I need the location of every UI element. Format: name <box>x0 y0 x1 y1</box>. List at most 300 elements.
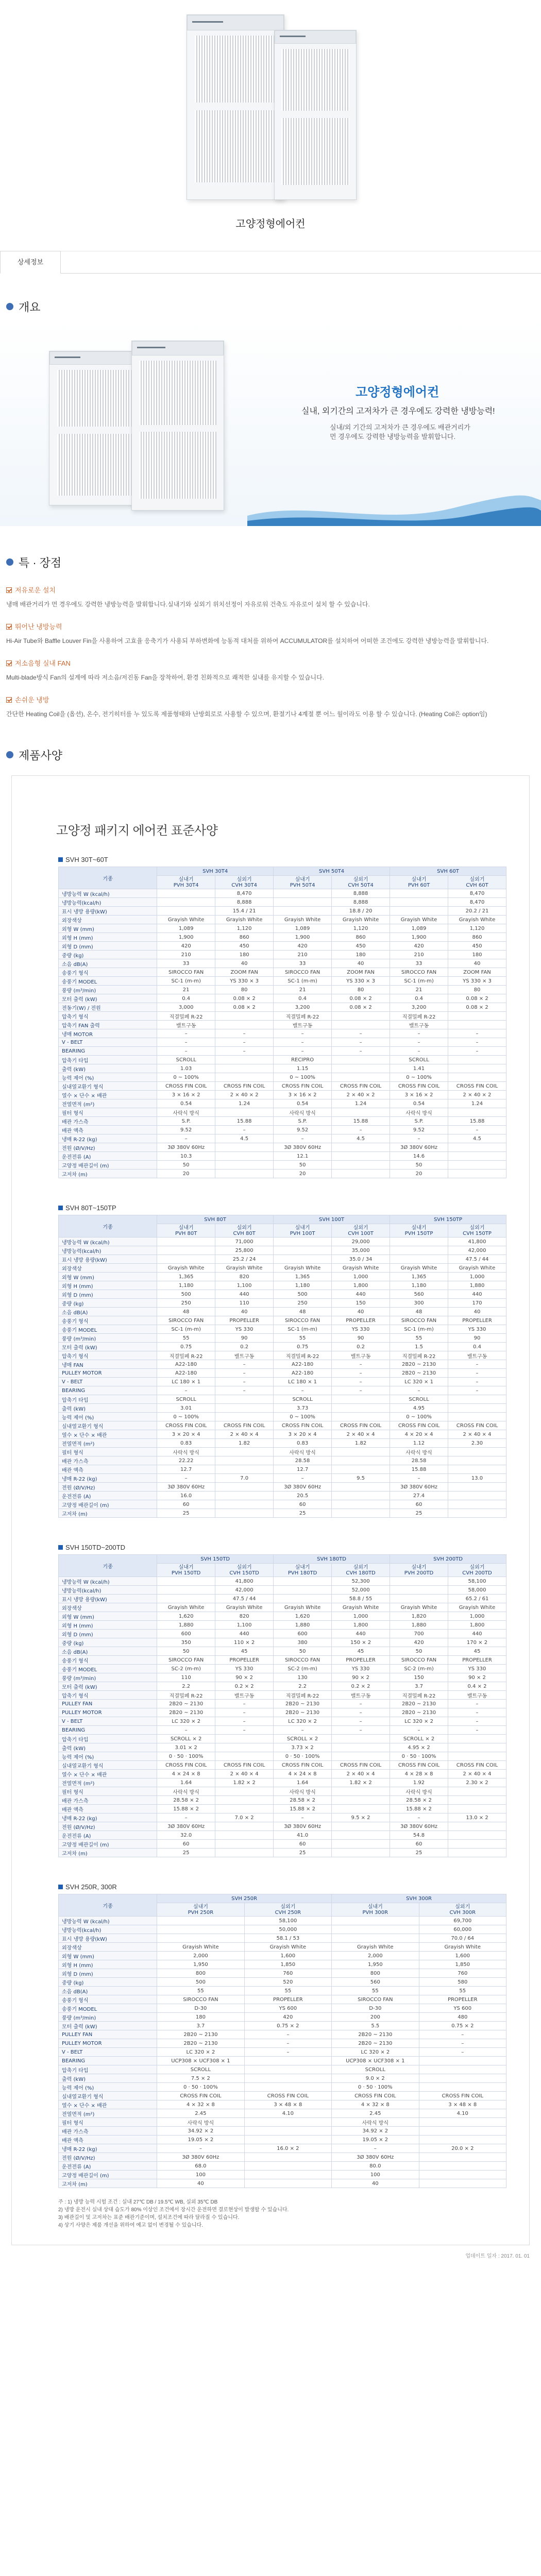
spec-row <box>59 1439 506 1448</box>
spec-cell: – <box>215 1700 274 1708</box>
spec-row <box>59 1099 506 1108</box>
spec-heading-text: 제품사양 <box>19 749 63 762</box>
spec-row-label: 모터 출력 (kW) <box>59 994 157 1003</box>
spec-cell: 3 × 48 × 8 <box>419 2100 506 2109</box>
spec-cell: 55 <box>419 1987 506 1995</box>
spec-row <box>59 1143 506 1152</box>
square-bullet-icon <box>58 1885 63 1889</box>
spec-cell: 180 <box>215 951 274 959</box>
spec-cell: 69,700 <box>419 1917 506 1925</box>
spec-cell: 50 <box>274 1647 332 1656</box>
spec-cell: 1.64 <box>157 1778 215 1787</box>
spec-cell: SCROLL <box>157 1395 215 1404</box>
spec-cell: 1,365 <box>390 1273 448 1281</box>
spec-row <box>59 2057 506 2065</box>
spec-cell: 3Ø 380V 60Hz <box>274 1483 332 1492</box>
spec-cell <box>448 1743 506 1752</box>
spec-cell: Grayish White <box>215 916 274 924</box>
spec-cell: 80 <box>215 986 274 994</box>
spec-row <box>59 2136 506 2144</box>
check-icon <box>6 587 12 593</box>
spec-cell: – <box>448 1726 506 1735</box>
spec-cell <box>332 1021 390 1029</box>
spec-cell: PROPELLER <box>448 1656 506 1665</box>
spec-header-cell: SVH 60T <box>390 867 506 876</box>
spec-cell: 28.58 <box>274 1456 332 1465</box>
spec-row <box>59 959 506 968</box>
spec-cell: 밸트구동 <box>448 1351 506 1360</box>
spec-row <box>59 1413 506 1421</box>
spec-cell: 32.0 <box>157 1831 215 1840</box>
spec-cell: 45 <box>215 1647 274 1656</box>
spec-cell: – <box>332 1708 390 1717</box>
spec-subheader-cell: 실내기 PVH 80T <box>157 1224 215 1238</box>
spec-row-label: 냉방능력 W (kcal/h) <box>59 889 157 898</box>
spec-row-label: 배관 액측 <box>59 1465 157 1474</box>
spec-cell: 0 · 50 · 100% <box>274 1752 332 1761</box>
spec-cell: 450 <box>448 942 506 951</box>
spec-cell: 48 <box>157 1308 215 1316</box>
spec-cell: – <box>448 1360 506 1369</box>
spec-row <box>59 1316 506 1325</box>
spec-cell: 15.88 × 2 <box>274 1805 332 1814</box>
spec-cell: 80 <box>448 986 506 994</box>
spec-row-label: 운전전류 (A) <box>59 1152 157 1161</box>
spec-cell: 15.88 <box>332 1117 390 1126</box>
spec-cell: Grayish White <box>274 1264 332 1273</box>
spec-cell: 직결밀폐 R-22 <box>390 1351 448 1360</box>
spec-cell: 16.0 × 2 <box>244 2144 331 2153</box>
spec-row <box>59 1334 506 1343</box>
spec-cell: 48 <box>274 1308 332 1316</box>
spec-cell: PROPELLER <box>215 1316 274 1325</box>
spec-row <box>59 1255 506 1264</box>
spec-cell: CROSS FIN COIL <box>448 1761 506 1770</box>
spec-cell: 200 <box>332 2013 419 2022</box>
spec-row <box>59 1047 506 1056</box>
spec-subheader-cell: 실외기 CVH 150TP <box>448 1224 506 1238</box>
spec-cell: 20 <box>274 1170 332 1178</box>
spec-cell: – <box>390 1474 448 1483</box>
spec-row <box>59 1700 506 1708</box>
spec-header-row <box>59 1555 506 1564</box>
spec-row <box>59 1395 506 1404</box>
spec-cell: YS 330 <box>332 1325 390 1334</box>
spec-cell: 58,100 <box>448 1577 506 1586</box>
spec-row-label: 배관 액측 <box>59 1805 157 1814</box>
spec-row <box>59 933 506 942</box>
spec-row-label: 압축기 형식 <box>59 1351 157 1360</box>
spec-cell: SC-1 (m-m) <box>274 977 332 986</box>
spec-cell: 21 <box>157 986 215 994</box>
spec-cell: 130 <box>274 1673 332 1682</box>
spec-cell <box>419 2065 506 2074</box>
spec-cell <box>244 2074 331 2083</box>
spec-cell <box>332 1735 390 1743</box>
spec-cell: CROSS FIN COIL <box>244 2092 331 2100</box>
spec-cell: 55 <box>274 1334 332 1343</box>
banner-bullets <box>330 423 484 442</box>
spec-cell: 1,180 <box>274 1281 332 1290</box>
spec-heading <box>0 744 541 765</box>
spec-cell: 1.82 <box>332 1439 390 1448</box>
spec-cell: YS 600 <box>419 2004 506 2013</box>
spec-cell: 4.10 <box>419 2109 506 2118</box>
spec-cell: 20 <box>390 1170 448 1178</box>
spec-cell <box>448 1796 506 1805</box>
spec-cell <box>390 1595 448 1603</box>
spec-cell: – <box>390 1029 448 1038</box>
spec-cell: A22-180 <box>157 1369 215 1378</box>
spec-row <box>59 1814 506 1822</box>
spec-cell: 58.8 / 55 <box>332 1595 390 1603</box>
spec-cell: CROSS FIN COIL <box>448 1082 506 1091</box>
spec-row <box>59 1934 506 1943</box>
spec-cell: 1.82 × 2 <box>332 1778 390 1787</box>
spec-cell: 1.24 <box>448 1099 506 1108</box>
spec-cell: YS 600 <box>244 2004 331 2013</box>
spec-row <box>59 1273 506 1281</box>
spec-cell: 1.03 <box>157 1064 215 1073</box>
spec-cell: 직결밀폐 R-22 <box>157 1691 215 1700</box>
spec-cell: Grayish White <box>157 1264 215 1273</box>
spec-row-label: 송풍기 형식 <box>59 1995 157 2004</box>
spec-cell: 2.30 × 2 <box>448 1778 506 1787</box>
spec-cell: 50 <box>157 1647 215 1656</box>
spec-cell <box>332 1934 419 1943</box>
spec-row-label: 송풍기 MODEL <box>59 1325 157 1334</box>
spec-cell: 60 <box>390 1500 448 1509</box>
spec-subheader-cell: 실내기 PVH 100T <box>274 1224 332 1238</box>
spec-cell <box>419 2153 506 2162</box>
spec-subheader-cell: 실외기 CVH 50T4 <box>332 876 390 889</box>
spec-cell <box>419 2057 506 2065</box>
spec-cell: 직결밀폐 R-22 <box>274 1691 332 1700</box>
spec-row-label: PULLEY MOTOR <box>59 1369 157 1378</box>
spec-cell: – <box>448 1038 506 1047</box>
decorative-wave <box>247 480 541 526</box>
spec-cell <box>332 1743 390 1752</box>
spec-cell: Grayish White <box>419 1943 506 1952</box>
spec-cell: SC-1 (m-m) <box>390 977 448 986</box>
spec-cell <box>157 889 215 898</box>
spec-cell <box>332 1492 390 1500</box>
spec-cell <box>448 1056 506 1064</box>
spec-row <box>59 898 506 907</box>
spec-cell: 1,620 <box>274 1612 332 1621</box>
section-dot-icon <box>6 558 13 566</box>
spec-cell: YS 330 <box>215 1665 274 1673</box>
spec-cell: 2 × 40 × 4 <box>215 1770 274 1778</box>
spec-row-label: 실내열교환기 형식 <box>59 1761 157 1770</box>
spec-cell <box>332 1161 390 1170</box>
spec-cell: A22-180 <box>274 1369 332 1378</box>
spec-row <box>59 1465 506 1474</box>
spec-cell: 3,000 <box>157 1003 215 1012</box>
spec-row-label: 배관 가스측 <box>59 1117 157 1126</box>
spec-cell <box>244 2065 331 2074</box>
spec-cell <box>215 1021 274 1029</box>
spec-cell: 2 × 40 × 2 <box>215 1091 274 1099</box>
spec-cell: 150 × 2 <box>332 1638 390 1647</box>
spec-cell: 1.41 <box>390 1064 448 1073</box>
spec-cell: – <box>332 1726 390 1735</box>
spec-cell: 1.82 <box>215 1439 274 1448</box>
feature-title: 손쉬운 냉방 <box>6 694 535 704</box>
spec-cell: 500 <box>157 1978 244 1987</box>
spec-row <box>59 1840 506 1849</box>
spec-row-label: 압축기 FAN 출력 <box>59 1021 157 1029</box>
spec-row <box>59 2171 506 2179</box>
spec-cell <box>215 1073 274 1082</box>
spec-row <box>59 2083 506 2092</box>
spec-cell: YS 330 × 3 <box>332 977 390 986</box>
spec-cell: – <box>157 2144 244 2153</box>
spec-cell: 1,089 <box>390 924 448 933</box>
spec-row-label: 송풍기 형식 <box>59 1316 157 1325</box>
banner-bullet: 실내/외 기간의 고저차가 큰 경우에도 배관거리가 <box>330 423 470 431</box>
spec-cell: 1.24 <box>215 1099 274 1108</box>
spec-cell: CROSS FIN COIL <box>332 2092 419 2100</box>
spec-cell: 사락식 방식 <box>390 1448 448 1456</box>
spec-cell: – <box>274 1047 332 1056</box>
spec-cell: 33 <box>157 959 215 968</box>
spec-row-label: 중량 (kg) <box>59 951 157 959</box>
spec-cell: 밸트구동 <box>274 1021 332 1029</box>
spec-cell <box>332 1500 390 1509</box>
spec-cell: 420 <box>390 1638 448 1647</box>
spec-row <box>59 2013 506 2022</box>
spec-cell: 1,950 <box>157 1960 244 1969</box>
spec-row-label: 능력 제어 (%) <box>59 1073 157 1082</box>
spec-cell: 47.5 / 44 <box>215 1595 274 1603</box>
spec-cell: 사락식 방식 <box>390 1787 448 1796</box>
spec-cell: 50 <box>274 1161 332 1170</box>
spec-cell: Grayish White <box>274 916 332 924</box>
spec-cell: 100 <box>157 2171 244 2179</box>
spec-row <box>59 1378 506 1386</box>
spec-cell: SIROCCO FAN <box>390 1656 448 1665</box>
spec-cell: 3,200 <box>390 1003 448 1012</box>
banner-subtitle: 실내, 외기간의 고저차가 큰 경우에도 강력한 냉방능력! <box>301 407 495 416</box>
spec-row-label: 소음 dB(A) <box>59 1987 157 1995</box>
spec-cell: 밸트구동 <box>215 1351 274 1360</box>
spec-cell <box>215 1805 274 1814</box>
spec-cell <box>215 1108 274 1117</box>
spec-row <box>59 1264 506 1273</box>
spec-row-label: 압축기 타입 <box>59 2065 157 2074</box>
spec-cell: 0.54 <box>390 1099 448 1108</box>
spec-cell <box>274 1238 332 1246</box>
spec-cell: 420 <box>274 942 332 951</box>
spec-cell: SCROLL × 2 <box>157 1735 215 1743</box>
spec-row <box>59 916 506 924</box>
features-list <box>0 585 541 719</box>
spec-cell: 40 <box>332 2179 419 2188</box>
spec-header-cell: SVH 300R <box>332 1894 506 1903</box>
spec-row <box>59 1647 506 1656</box>
spec-table-block <box>58 1883 506 2188</box>
spec-cell: 33 <box>274 959 332 968</box>
spec-cell: 41,800 <box>215 1577 274 1586</box>
spec-cell: 3Ø 380V 60Hz <box>274 1143 332 1152</box>
spec-cell <box>448 1448 506 1456</box>
spec-subheader-cell: 실내기 PVH 200TD <box>390 1564 448 1577</box>
spec-cell: LC 320 × 2 <box>157 1717 215 1726</box>
tab-detail-info[interactable]: 상세정보 <box>0 251 61 274</box>
spec-row-label: 외장색상 <box>59 1943 157 1952</box>
spec-row-label: 외형 W (mm) <box>59 1612 157 1621</box>
spec-cell <box>332 1822 390 1831</box>
spec-cell: 250 <box>274 1299 332 1308</box>
spec-header-row <box>59 1215 506 1224</box>
spec-cell <box>448 1404 506 1413</box>
check-icon <box>6 697 12 703</box>
spec-cell: 0.2 × 2 <box>215 1682 274 1691</box>
spec-cell: 1,000 <box>332 1612 390 1621</box>
spec-subheader-cell: 실내기 PVH 60T <box>390 876 448 889</box>
spec-row-label: 능력 제어 (%) <box>59 1413 157 1421</box>
update-date: 업데이트 일자 : 2017. 01. 01 <box>465 2253 530 2259</box>
spec-cell: CROSS FIN COIL <box>332 1761 390 1770</box>
spec-cell: 34.92 × 2 <box>157 2127 244 2136</box>
spec-cell <box>448 1509 506 1518</box>
spec-row-label: 소음 dB(A) <box>59 1647 157 1656</box>
spec-cell <box>419 2162 506 2171</box>
spec-cell: 25 <box>390 1849 448 1857</box>
spec-cell: CROSS FIN COIL <box>390 1761 448 1770</box>
spec-row <box>59 1281 506 1290</box>
spec-cell <box>215 1743 274 1752</box>
spec-cell <box>448 1500 506 1509</box>
spec-cell: 440 <box>215 1630 274 1638</box>
spec-row <box>59 2118 506 2127</box>
spec-cell: 9.0 × 2 <box>332 2074 419 2083</box>
spec-row <box>59 942 506 951</box>
spec-cell: 밸트구동 <box>332 1351 390 1360</box>
spec-cell: PROPELLER <box>244 1995 331 2004</box>
spec-cell: – <box>215 1360 274 1369</box>
spec-row <box>59 1577 506 1586</box>
spec-cell: 55 <box>390 1334 448 1343</box>
spec-row-label: 외형 H (mm) <box>59 933 157 942</box>
spec-row <box>59 1117 506 1126</box>
spec-cell <box>157 1934 244 1943</box>
spec-cell: 90 × 2 <box>215 1673 274 1682</box>
spec-cell: 1.92 <box>390 1778 448 1787</box>
spec-row-label: 중량 (kg) <box>59 1978 157 1987</box>
spec-row-label: 전원 (Ø/V/Hz) <box>59 1483 157 1492</box>
spec-cell <box>157 1255 215 1264</box>
spec-row <box>59 1603 506 1612</box>
spec-cell <box>448 1787 506 1796</box>
spec-cell: – <box>448 1378 506 1386</box>
spec-cell: 0.83 <box>157 1439 215 1448</box>
spec-cell: 사락식 방식 <box>157 1787 215 1796</box>
spec-cell: 3.7 <box>390 1682 448 1691</box>
spec-row <box>59 1308 506 1316</box>
spec-cell: 2 × 40 × 4 <box>448 1430 506 1439</box>
spec-cell <box>215 1012 274 1021</box>
tab-bar <box>0 251 541 274</box>
spec-cell: LC 320 × 2 <box>332 2048 419 2057</box>
spec-row-label: 압축기 형식 <box>59 1691 157 1700</box>
spec-row <box>59 1290 506 1299</box>
spec-row-label: 외장색상 <box>59 1603 157 1612</box>
spec-cell <box>215 1056 274 1064</box>
spec-cell: 0 · 50 · 100% <box>390 1752 448 1761</box>
spec-row-label: 능력 제어 (%) <box>59 1752 157 1761</box>
spec-header-cell: 기종 <box>59 1555 157 1577</box>
spec-cell: 19.05 × 2 <box>332 2136 419 2144</box>
spec-cell: Grayish White <box>157 916 215 924</box>
spec-cell: SIROCCO FAN <box>274 1316 332 1325</box>
spec-cell: – <box>332 1047 390 1056</box>
spec-cell: SCROLL <box>157 2065 244 2074</box>
spec-cell: YS 330 <box>448 1665 506 1673</box>
spec-cell: 10.3 <box>157 1152 215 1161</box>
spec-cell: 250 <box>157 1299 215 1308</box>
spec-cell: 25 <box>274 1509 332 1518</box>
spec-cell: 40 <box>215 1308 274 1316</box>
spec-row-label: 압축기 타입 <box>59 1395 157 1404</box>
spec-row-label: 고양정 배관길이 (m) <box>59 2171 157 2179</box>
spec-cell: 20.2 / 21 <box>448 907 506 916</box>
spec-cell: YS 330 <box>332 1665 390 1673</box>
spec-cell: 0.75 <box>157 1343 215 1351</box>
spec-row <box>59 1743 506 1752</box>
spec-cell: 1.15 <box>274 1064 332 1073</box>
spec-cell: 2B20 ~ 2130 <box>157 2030 244 2039</box>
spec-cell: 25 <box>390 1509 448 1518</box>
spec-cell: 41.0 <box>274 1831 332 1840</box>
spec-row <box>59 1430 506 1439</box>
spec-cell: 150 <box>390 1673 448 1682</box>
spec-cell: – <box>274 1029 332 1038</box>
feature-title: 뛰어난 냉방능력 <box>6 621 535 631</box>
spec-row-label: PULLEY FAN <box>59 2030 157 2039</box>
spec-cell <box>215 1152 274 1161</box>
spec-cell: 1,880 <box>448 1281 506 1290</box>
spec-cell: 90 × 2 <box>332 1673 390 1682</box>
spec-cell: – <box>157 1029 215 1038</box>
spec-cell: 4.95 × 2 <box>390 1743 448 1752</box>
spec-cell: SC-1 (m-m) <box>157 1325 215 1334</box>
spec-row-label: 압축기 형식 <box>59 1012 157 1021</box>
spec-cell: 2B20 ~ 2130 <box>332 2039 419 2048</box>
spec-cell <box>448 1143 506 1152</box>
spec-cell: – <box>390 1047 448 1056</box>
spec-cell <box>244 2057 331 2065</box>
spec-cell: Grayish White <box>244 1943 331 1952</box>
spec-cell: 13.0 <box>448 1474 506 1483</box>
spec-row <box>59 1003 506 1012</box>
spec-row-label: 전열면적 (m²) <box>59 1439 157 1448</box>
spec-row <box>59 1770 506 1778</box>
spec-cell: 68.0 <box>157 2162 244 2171</box>
spec-cell: 45 <box>448 1647 506 1656</box>
spec-cell <box>448 1161 506 1170</box>
spec-cell <box>332 1805 390 1814</box>
spec-cell: 3.73 <box>274 1404 332 1413</box>
spec-cell: – <box>332 1717 390 1726</box>
square-bullet-icon <box>58 857 63 862</box>
spec-row <box>59 1778 506 1787</box>
spec-row <box>59 2039 506 2048</box>
spec-row <box>59 1369 506 1378</box>
spec-cell <box>274 1255 332 1264</box>
spec-cell <box>390 889 448 898</box>
